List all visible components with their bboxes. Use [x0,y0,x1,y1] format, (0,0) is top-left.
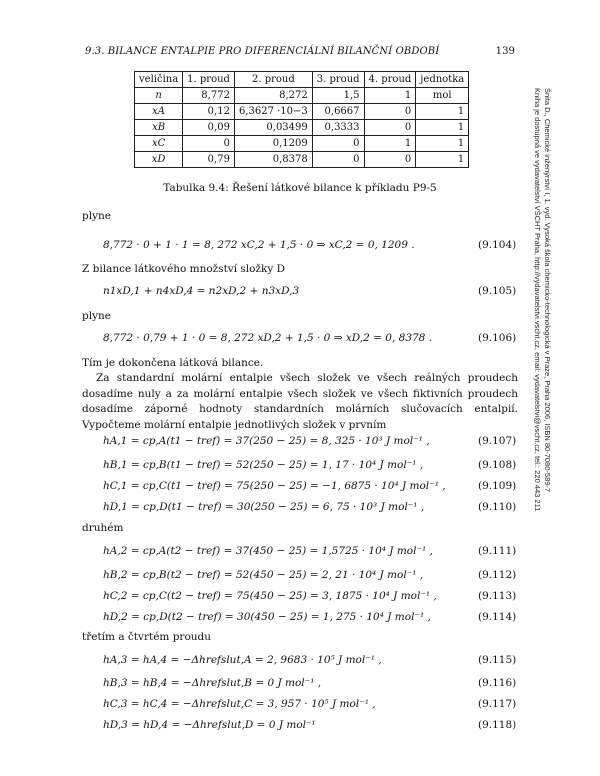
equation: hA,3 = hA,4 = −Δhrefslut,A = 2, 9683 · 10⁵ J mol⁻¹ , [103,654,382,666]
equation-number: (9.111) [478,545,517,557]
equation: hB,3 = hB,4 = −Δhrefslut,B = 0 J mol⁻¹ , [103,677,322,689]
table-cell: 1 [364,88,416,104]
equation: hD,2 = cp,D(t2 − tref) = 30(450 − 25) = 1, 275 · 10⁴ J mol⁻¹ , [103,611,431,623]
table-cell: 0,03499 [234,120,312,136]
table-cell: 0,8378 [234,152,312,168]
equation-number: (9.116) [478,677,517,689]
table-cell: 0,1209 [234,136,312,152]
table-cell: 1 [416,104,469,120]
paragraph: plyne [82,210,111,222]
table-cell: 0 [312,152,364,168]
table-cell: 0 [364,104,416,120]
side-note [530,88,552,518]
equation: hD,1 = cp,D(t1 − tref) = 30(250 − 25) = 6, 75 · 10³ J mol⁻¹ , [103,501,425,513]
paragraph: Tím je dokončena látková bilance. [82,357,264,369]
paragraph: třetím a čtvrtém proudu [82,631,212,643]
equation: n1xD,1 + n4xD,4 = n2xD,2 + n3xD,3 [103,285,300,297]
paragraph: druhém [82,522,124,534]
table-header: 4. proud [364,72,416,88]
equation-number: (9.106) [478,332,517,344]
equation: hB,1 = cp,B(t1 − tref) = 52(250 − 25) = 1, 17 · 10⁴ J mol⁻¹ , [103,459,424,471]
running-header [85,46,515,57]
table-caption: Tabulka 9.4: Řešení látkové bilance k příkladu P9-5 [163,182,437,194]
equation: hC,2 = cp,C(t2 − tref) = 75(450 − 25) = 3, 1875 · 10⁴ J mol⁻¹ , [103,590,437,602]
equation-number: (9.105) [478,285,517,297]
table-cell: 0,12 [183,104,235,120]
table-cell: 0,3333 [312,120,364,136]
table-cell: 0,79 [183,152,235,168]
table-cell: 8,272 [234,88,312,104]
table-header: veličina [135,72,183,88]
equation: hB,2 = cp,B(t2 − tref) = 52(450 − 25) = 2, 21 · 10⁴ J mol⁻¹ , [103,569,424,581]
table-cell: xB [135,120,183,136]
equation-number: (9.109) [478,480,517,492]
equation: hC,3 = hC,4 = −Δhrefslut,C = 3, 957 · 10⁵ J mol⁻¹ , [103,698,376,710]
equation-number: (9.112) [478,569,517,581]
page-number: 139 [495,46,515,57]
equation: hC,1 = cp,C(t1 − tref) = 75(250 − 25) = −1, 6875 · 10⁴ J mol⁻¹ , [103,480,446,492]
equation-number: (9.114) [478,611,517,623]
equation-number: (9.118) [478,719,517,731]
table-row [135,152,469,168]
table-header: 1. proud [183,72,235,88]
table-cell: 0 [183,136,235,152]
table-cell: 1 [416,152,469,168]
results-table [134,71,469,168]
equation: 8,772 · 0 + 1 · 1 = 8, 272 xC,2 + 1,5 · 0 ⇒ xC,2 = 0, 1209 . [103,239,415,251]
table-cell: 0 [312,136,364,152]
table-cell: 1,5 [312,88,364,104]
table-cell: n [135,88,183,104]
table-cell: 1 [416,120,469,136]
equation-number: (9.107) [478,435,517,447]
table-cell: 0 [364,120,416,136]
equation: 8,772 · 0,79 + 1 · 0 = 8, 272 xD,2 + 1,5 · 0 ⇒ xD,2 = 0, 8378 . [103,332,433,344]
table-row [135,120,469,136]
table-cell: 6,3627 ·10−3 [234,104,312,120]
equation-number: (9.113) [478,590,517,602]
paragraph: Z bilance látkového množství složky D [82,263,286,275]
equation-number: (9.110) [478,501,517,513]
table-cell: 0,09 [183,120,235,136]
table-row [135,88,469,104]
table-cell: xA [135,104,183,120]
table-cell: xC [135,136,183,152]
table-row [135,104,469,120]
table-cell: mol [416,88,469,104]
equation-number: (9.104) [478,239,517,251]
table-header: jednotka [416,72,469,88]
table-cell: 1 [416,136,469,152]
table-row [135,136,469,152]
equation: hD,3 = hD,4 = −Δhrefslut,D = 0 J mol⁻¹ [103,719,316,731]
equation-number: (9.108) [478,459,517,471]
equation-number: (9.115) [478,654,517,666]
equation: hA,2 = cp,A(t2 − tref) = 37(450 − 25) = 1,5725 · 10⁴ J mol⁻¹ , [103,545,433,557]
paragraph: Za standardní molární entalpie všech složek ve všech reálných proudech dosadíme nuly a za molární entalpie všech složek ve všech fiktivních proudech dosadíme záporné hodnoty standardních molárních slučovacích entalpií. Vypočteme molární entalpie jednotlivých složek v prvním [82,372,518,431]
table-cell: 8,772 [183,88,235,104]
chapter-title: 9.3. BILANCE ENTALPIE PRO DIFERENCIÁLNÍ BILANČNÍ OBDOBÍ [85,46,440,57]
side-note-line-2: Kniha je dostupná ve vydavatelství VŠCHT Praha, http://vydavatelstvi.vscht.cz, email: vydavatelstvi@vscht.cz, tel.: 220 443 211 [533,88,543,512]
table-cell: 0,6667 [312,104,364,120]
table-header: 2. proud [234,72,312,88]
table-header: 3. proud [312,72,364,88]
side-note-line-1: Šnita D., Chemické inženýrství I, 1. vyd. Vysoká škola chemicko-technologická v Praze, Praha 2006, ISBN 80-7080-589-7 [543,88,552,493]
table-cell: xD [135,152,183,168]
equation: hA,1 = cp,A(t1 − tref) = 37(250 − 25) = 8, 325 · 10³ J mol⁻¹ , [103,435,430,447]
table-cell: 0 [364,152,416,168]
table-cell: 1 [364,136,416,152]
equation-number: (9.117) [478,698,517,710]
table-header-row [135,72,469,88]
paragraph: plyne [82,310,111,322]
